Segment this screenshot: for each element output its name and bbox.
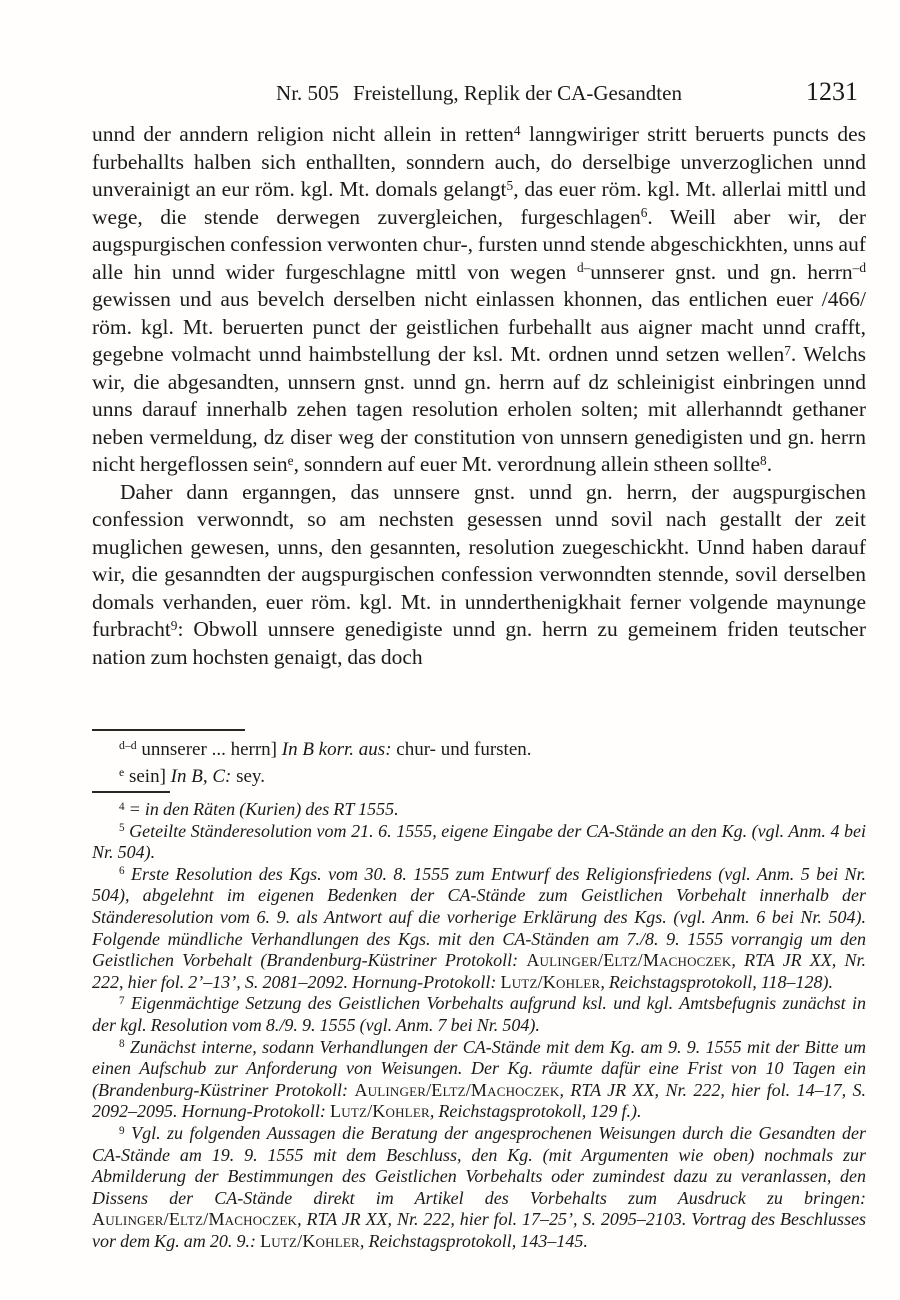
footnote-entry: $^6$ Erste Resolution des Kgs. vom 30. 8. 1555 zum Entwurf des Religionsfriedens (vgl. Anm. 5 bei Nr. 504), abgelehnt im eigenen Bedenken der CA-Stände zum Geistlichen Vorbehalt innerhalb der Ständeresolution vom 6. 9. als Antwort auf die vorherige Erklärung des Kgs. (vgl. Anm. 6 bei Nr. 504). Folgende mündliche Verhandlungen des Kgs. mit den CA-Ständen am 7./8. 9. 1555 vorrangig um den Geistlichen Vorbehalt (Brandenburg-Küstriner Protokoll: Aulinger/Eltz/Machoczek, RTA JR XX, Nr. 222, hier fol. 2’–13’, S. 2081–2092. Hornung-Protokoll: Lutz/Kohler, Reichstagsprotokoll, 118–128). (92, 863, 866, 992)
apparatus-entry: $^e$ sein] In B, C: sey. (119, 766, 265, 787)
running-head (92, 78, 866, 108)
apparatus-entry: $^{d-d}$ unnserer ... herrn] In B korr. aus: chur- und fursten. (119, 739, 532, 760)
footnote-entry: $^8$ Zunächst interne, sodann Verhandlungen der CA-Stände mit dem Kg. am 9. 9. 1555 mit der Bitte um einen Aufschub zur Anforderung von Weisungen. Der Kg. räumte dafür eine Frist von 10 Tagen ein (Brandenburg-Küstriner Protokoll: Aulinger/Eltz/Machoczek, RTA JR XX, Nr. 222, hier fol. 14–17, S. 2092–2095. Hornung-Protokoll: Lutz/Kohler, Reichstagsprotokoll, 129 f.). (92, 1036, 866, 1122)
document-title: Freistellung, Replik der CA-Gesandten (353, 81, 682, 105)
transcription-body (92, 121, 866, 671)
page-number: 1231 (806, 77, 858, 106)
body-paragraph: unnd der anndern religion nicht allein in retten$^4$ lanngwiriger stritt beruerts puncts des furbehallts halben sich enthallten, sonndern auch, do derselbige unverzoglichen unnd unverainigt an eur röm. kgl. Mt. domals gelangt$^5$, das euer röm. kgl. Mt. allerlai mittl und wege, die stende derwegen zuvergleichen, furgeschlagen$^6$. Weill aber wir, der augspurgischen confession verwonten chur-, fursten unnd stende abgeschickhten, unns auf alle hin unnd wider furgeschlagne mittl von wegen $^{d-}$unnserer gnst. und gn. herrn$^{-d}$ gewissen und aus bevelch derselben nicht einlassen khonnen, das entlichen euer /466/ röm. kgl. Mt. beruerten punct der geistlichen furbehallt aus aigner macht unnd crafft, gegebne volmacht unnd haimbstellung der ksl. Mt. ordnen unnd setzen wellen$^7$. Welchs wir, die abgesandten, unnsern gnst. unnd gn. herrn auf dz schleinigist einbringen unnd unns darauf innerhalb zehen tagen resolution erholen solten; mit allerhanndt gethaner neben vermeldung, dz diser weg der constitution von unnsern genedigisten und gn. herrn nicht hergeflossen sein$^e$, sonndern auf euer Mt. verordnung allein stheen sollte$^8$. (92, 122, 866, 476)
footnote-entry: $^5$ Geteilte Ständeresolution vom 21. 6. 1555, eigene Eingabe der CA-Stände an den Kg. (vgl. Anm. 4 bei Nr. 504). (92, 820, 866, 863)
document-number: Nr. 505 (276, 81, 340, 105)
critical-apparatus (92, 736, 866, 790)
footnote-entry: $^7$ Eigenmächtige Setzung des Geistlichen Vorbehalts aufgrund ksl. und kgl. Amtsbefugnis zunächst in der kgl. Resolution vom 8./9. 9. 1555 (vgl. Anm. 7 bei Nr. 504). (92, 993, 866, 1035)
body-paragraph: Daher dann erganngen, das unnsere gnst. unnd gn. herrn, der augspurgischen confession verwonndt, so am nechsten gesessen unnd sovil nach gestallt der zeit muglichen gewesen, unns, den gesannten, resolution zuegeschickht. Unnd haben darauf wir, die gesanndten der augspurgischen confession verwonndten stennde, sovil derselben domals verhanden, euer röm. kgl. Mt. in unnderthenigkhait ferner volgende maynunge furbracht$^9$: Obwoll unnsere genedigiste unnd gn. herrn zu gemeinem friden teutscher nation zum hochsten genaigt, das doch (92, 479, 866, 669)
footnote-divider (92, 791, 170, 793)
footnote-entry: $^9$ Vgl. zu folgenden Aussagen die Beratung der angesprochenen Weisungen durch die Gesandten der CA-Stände am 19. 9. 1555 mit dem Beschluss, den Kg. (mit Argumenten wie oben) nochmals zur Abmilderung der Bestimmungen des Geistlichen Vorbehalts oder zumindest dazu zu veranlassen, den Dissens der CA-Stände direkt im Artikel des Vorbehalts zum Ausdruck zu bringen: Aulinger/Eltz/Machoczek, RTA JR XX, Nr. 222, hier fol. 17–25’, S. 2095–2103. Vortrag des Beschlusses vor dem Kg. am 20. 9.: Lutz/Kohler, Reichstagsprotokoll, 143–145. (92, 1122, 866, 1251)
apparatus-divider (92, 729, 245, 731)
footnotes (92, 799, 866, 1252)
footnote-entry: $^4$ = in den Räten (Kurien) des RT 1555. (119, 799, 399, 819)
running-head-title (92, 78, 866, 108)
